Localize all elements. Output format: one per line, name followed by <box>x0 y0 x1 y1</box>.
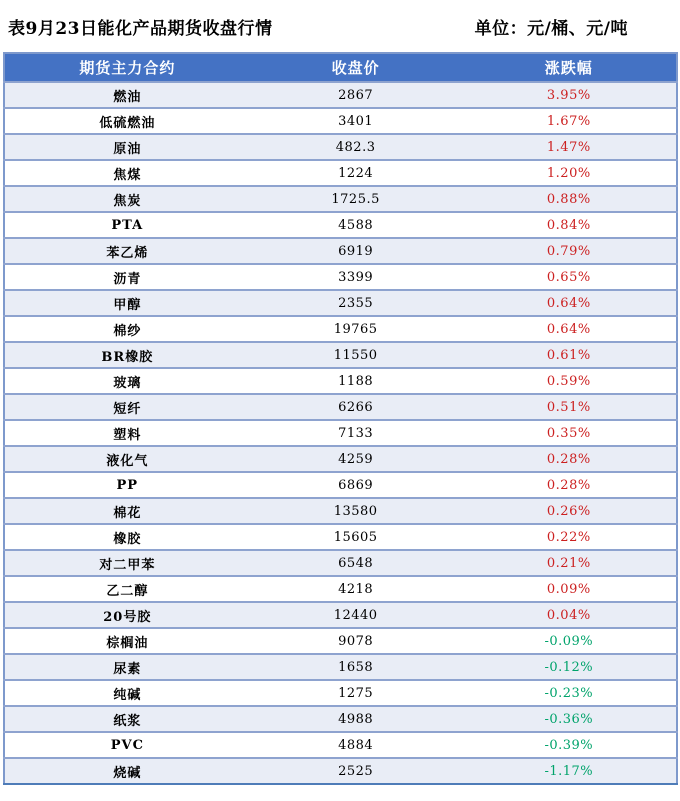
contract-name-cell: 燃油 <box>4 82 250 108</box>
contract-name-cell: PP <box>4 472 250 498</box>
change-percent-cell: 0.64% <box>462 316 677 342</box>
title-bar <box>0 0 680 52</box>
table-row <box>4 524 677 550</box>
change-percent-cell: -1.17% <box>462 758 677 784</box>
table-row <box>4 680 677 706</box>
contract-name-cell: 苯乙烯 <box>4 238 250 264</box>
change-percent-cell: 0.28% <box>462 472 677 498</box>
contract-name-cell: 沥青 <box>4 264 250 290</box>
close-price-cell: 4218 <box>250 576 462 602</box>
change-percent-cell: 0.35% <box>462 420 677 446</box>
col-header-contract: 期货主力合约 <box>4 53 250 82</box>
change-percent-cell: 1.20% <box>462 160 677 186</box>
table-header-row <box>4 53 677 82</box>
change-percent-cell: -0.36% <box>462 706 677 732</box>
change-percent-cell: 0.09% <box>462 576 677 602</box>
table-row <box>4 186 677 212</box>
close-price-cell: 7133 <box>250 420 462 446</box>
contract-name-cell: 棉纱 <box>4 316 250 342</box>
table-row <box>4 264 677 290</box>
table-row <box>4 108 677 134</box>
change-percent-cell: 0.21% <box>462 550 677 576</box>
table-row <box>4 82 677 108</box>
change-percent-cell: 0.61% <box>462 342 677 368</box>
change-percent-cell: -0.12% <box>462 654 677 680</box>
close-price-cell: 6869 <box>250 472 462 498</box>
change-percent-cell: 0.79% <box>462 238 677 264</box>
change-percent-cell: 1.67% <box>462 108 677 134</box>
contract-name-cell: 乙二醇 <box>4 576 250 602</box>
close-price-cell: 1224 <box>250 160 462 186</box>
change-percent-cell: 0.84% <box>462 212 677 238</box>
close-price-cell: 4259 <box>250 446 462 472</box>
close-price-cell: 19765 <box>250 316 462 342</box>
table-row <box>4 498 677 524</box>
contract-name-cell: 橡胶 <box>4 524 250 550</box>
table-row <box>4 316 677 342</box>
change-percent-cell: 0.65% <box>462 264 677 290</box>
contract-name-cell: 低硫燃油 <box>4 108 250 134</box>
close-price-cell: 12440 <box>250 602 462 628</box>
close-price-cell: 4588 <box>250 212 462 238</box>
table-row <box>4 628 677 654</box>
table-row <box>4 212 677 238</box>
close-price-cell: 6548 <box>250 550 462 576</box>
table-row <box>4 446 677 472</box>
contract-name-cell: 20号胶 <box>4 602 250 628</box>
table-row <box>4 758 677 784</box>
change-percent-cell: 0.26% <box>462 498 677 524</box>
close-price-cell: 1658 <box>250 654 462 680</box>
table-row <box>4 550 677 576</box>
close-price-cell: 13580 <box>250 498 462 524</box>
col-header-close-price: 收盘价 <box>250 53 462 82</box>
contract-name-cell: 短纤 <box>4 394 250 420</box>
close-price-cell: 11550 <box>250 342 462 368</box>
futures-price-table <box>3 52 678 785</box>
change-percent-cell: 3.95% <box>462 82 677 108</box>
contract-name-cell: 烧碱 <box>4 758 250 784</box>
table-row <box>4 238 677 264</box>
close-price-cell: 4884 <box>250 732 462 758</box>
change-percent-cell: 0.28% <box>462 446 677 472</box>
contract-name-cell: 纯碱 <box>4 680 250 706</box>
table-row <box>4 654 677 680</box>
change-percent-cell: 0.51% <box>462 394 677 420</box>
close-price-cell: 1188 <box>250 368 462 394</box>
table-row <box>4 290 677 316</box>
table-row <box>4 602 677 628</box>
contract-name-cell: 棕榈油 <box>4 628 250 654</box>
contract-name-cell: PVC <box>4 732 250 758</box>
contract-name-cell: PTA <box>4 212 250 238</box>
close-price-cell: 2867 <box>250 82 462 108</box>
table-row <box>4 160 677 186</box>
contract-name-cell: 棉花 <box>4 498 250 524</box>
change-percent-cell: -0.39% <box>462 732 677 758</box>
close-price-cell: 4988 <box>250 706 462 732</box>
close-price-cell: 2525 <box>250 758 462 784</box>
close-price-cell: 1275 <box>250 680 462 706</box>
close-price-cell: 1725.5 <box>250 186 462 212</box>
contract-name-cell: 尿素 <box>4 654 250 680</box>
contract-name-cell: 塑料 <box>4 420 250 446</box>
table-row <box>4 472 677 498</box>
unit-label: 单位：元/桶、元/吨 <box>474 18 628 39</box>
table-row <box>4 576 677 602</box>
close-price-cell: 482.3 <box>250 134 462 160</box>
close-price-cell: 3401 <box>250 108 462 134</box>
close-price-cell: 6266 <box>250 394 462 420</box>
change-percent-cell: 1.47% <box>462 134 677 160</box>
table-row <box>4 134 677 160</box>
table-row <box>4 368 677 394</box>
close-price-cell: 9078 <box>250 628 462 654</box>
change-percent-cell: 0.88% <box>462 186 677 212</box>
change-percent-cell: 0.04% <box>462 602 677 628</box>
change-percent-cell: -0.23% <box>462 680 677 706</box>
contract-name-cell: 原油 <box>4 134 250 160</box>
change-percent-cell: 0.64% <box>462 290 677 316</box>
close-price-cell: 6919 <box>250 238 462 264</box>
contract-name-cell: BR橡胶 <box>4 342 250 368</box>
contract-name-cell: 玻璃 <box>4 368 250 394</box>
contract-name-cell: 焦煤 <box>4 160 250 186</box>
contract-name-cell: 纸浆 <box>4 706 250 732</box>
contract-name-cell: 焦炭 <box>4 186 250 212</box>
contract-name-cell: 甲醇 <box>4 290 250 316</box>
close-price-cell: 2355 <box>250 290 462 316</box>
table-row <box>4 420 677 446</box>
page-title: 表9月23日能化产品期货收盘行情 <box>8 18 273 39</box>
table-row <box>4 732 677 758</box>
table-row <box>4 394 677 420</box>
change-percent-cell: -0.09% <box>462 628 677 654</box>
change-percent-cell: 0.59% <box>462 368 677 394</box>
table-body <box>4 82 677 784</box>
table-row <box>4 342 677 368</box>
contract-name-cell: 液化气 <box>4 446 250 472</box>
col-header-change-percent: 涨跌幅 <box>462 53 677 82</box>
contract-name-cell: 对二甲苯 <box>4 550 250 576</box>
table-row <box>4 706 677 732</box>
change-percent-cell: 0.22% <box>462 524 677 550</box>
close-price-cell: 15605 <box>250 524 462 550</box>
close-price-cell: 3399 <box>250 264 462 290</box>
